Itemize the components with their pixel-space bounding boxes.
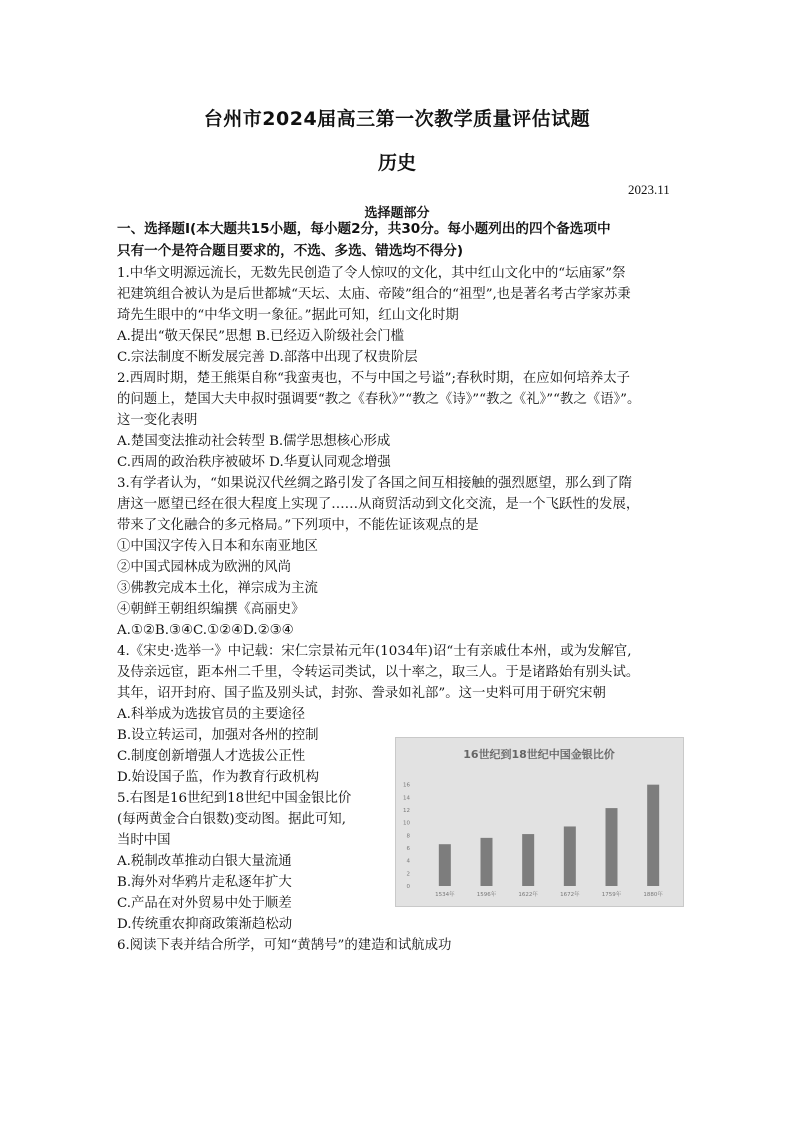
y-tick-label: 6 <box>406 846 410 852</box>
x-tick-label: 1534年 <box>435 892 455 898</box>
q5-option-a: A.税制改革推动白银大量流通 <box>117 854 292 869</box>
q2-line-2: 的问题上，楚国大夫申叔时强调要“教之《春秋》”“教之《诗》”“教之《礼》”“教之《语》”。 <box>117 392 641 407</box>
x-tick-label: 1759年 <box>601 892 622 898</box>
subject-title: 历史 <box>377 152 416 174</box>
bar-1596年 <box>481 838 493 886</box>
x-tick-label: 1672年 <box>560 892 580 898</box>
chart-title: 16世纪到18世纪中国金银比价 <box>463 748 615 761</box>
x-tick-label: 1596年 <box>476 892 497 898</box>
q5-line-3: 当时中国 <box>117 833 171 848</box>
q1-line-1: 1.中华文明源远流长，无数先民创造了令人惊叹的文化，其中红山文化中的“坛庙冢”祭 <box>117 266 626 281</box>
q2-options-ab: A.楚国变法推动社会转型 B.儒学思想核心形成 <box>117 434 391 449</box>
q1-options-ab: A.提出“敬天保民”思想 B.已经迈入阶级社会门槛 <box>117 329 405 344</box>
q3-line-3: 带来了文化融合的多元格局。”下列项中，不能佐证该观点的是 <box>117 518 479 533</box>
x-tick-label: 1622年 <box>518 892 538 898</box>
instructions-line-2: 只有一个是符合题目要求的，不选、多选、错选均不得分) <box>117 243 464 259</box>
y-tick-label: 4 <box>406 858 410 865</box>
y-tick-label: 16 <box>403 782 410 789</box>
y-tick-label: 14 <box>403 795 410 802</box>
y-tick-label: 8 <box>406 833 410 840</box>
q4-option-d: D.始设国子监，作为教育行政机构 <box>117 770 319 785</box>
section-title: 选择题部分 <box>364 206 430 221</box>
x-tick-label: 1880年 <box>643 892 663 898</box>
chart-svg <box>396 738 683 906</box>
q3-line-2: 唐这一愿望已经在很大程度上实现了……从商贸活动到文化交流，是一个飞跃性的发展， <box>117 497 640 512</box>
q2-line-1: 2.西周时期，楚王熊渠自称“我蛮夷也，不与中国之号谥”;春秋时期，在应如何培养太子 <box>117 371 631 386</box>
q5-line-1: 5.右图是16世纪到18世纪中国金银比价 <box>117 791 352 806</box>
q5-option-d: D.传统重农抑商政策渐趋松动 <box>117 917 293 932</box>
bar-series <box>439 785 659 886</box>
q4-option-c: C.制度创新增强人才选拔公正性 <box>117 749 306 764</box>
q5-option-c: C.产品在对外贸易中处于顺差 <box>117 896 292 911</box>
q3-options: A.①②B.③④C.①②④D.②③④ <box>117 623 294 638</box>
bar-1759年 <box>606 808 618 886</box>
q3-item-3: ③佛教完成本土化，禅宗成为主流 <box>117 581 318 596</box>
exam-date: 2023.11 <box>628 182 670 197</box>
bar-1880年 <box>647 785 659 886</box>
q2-line-3: 这一变化表明 <box>117 413 198 428</box>
q3-item-4: ④朝鲜王朝组织编撰《高丽史》 <box>117 602 305 617</box>
q5-option-b: B.海外对华鸦片走私逐年扩大 <box>117 875 292 890</box>
q3-item-1: ①中国汉字传入日本和东南亚地区 <box>117 539 318 554</box>
q4-option-b: B.设立转运司，加强对各州的控制 <box>117 728 319 743</box>
q4-line-1: 4.《宋史·选举一》中记载：宋仁宗景祐元年(1034年)诏“士有亲戚仕本州，或为发解官, <box>117 644 632 659</box>
y-tick-label: 0 <box>406 884 410 890</box>
q1-line-3: 琦先生眼中的“中华文明一象征。”据此可知，红山文化时期 <box>117 308 459 323</box>
y-axis <box>403 783 411 890</box>
exam-title: 台州市2024届高三第一次教学质量评估试题 <box>203 108 591 130</box>
bar-1672年 <box>564 826 576 886</box>
bar-1534年 <box>439 844 451 886</box>
q3-line-1: 3.有学者认为，“如果说汉代丝绸之路引发了各国之间互相接触的强烈愿望，那么到了隋 <box>117 476 633 491</box>
instructions-line-1: 一、选择题Ⅰ(本大题共15小题，每小题2分，共30分。每小题列出的四个备选项中 <box>117 221 611 237</box>
bar-1622年 <box>522 834 534 886</box>
q5-line-2: (每两黄金合白银数)变动图。据此可知, <box>117 812 346 827</box>
q2-options-cd: C.西周的政治秩序被破坏 D.华夏认同观念增强 <box>117 455 391 470</box>
y-tick-label: 10 <box>403 820 410 827</box>
y-tick-label: 2 <box>406 871 410 878</box>
q4-line-2: 及侍亲远宦，距本州二千里，令转运司类试，以十率之，取三人。于是诸路始有别头试。 <box>117 665 640 680</box>
q1-options-cd: C.宗法制度不断发展完善 D.部落中出现了权贵阶层 <box>117 350 418 365</box>
q4-line-3: 其年，诏开封府、国子监及别头试，封弥、誊录如礼部”。这一史料可用于研究宋朝 <box>117 686 606 701</box>
x-axis <box>435 890 663 898</box>
y-tick-label: 12 <box>403 808 410 814</box>
gold-silver-ratio-chart <box>395 737 684 907</box>
q6-line-1: 6.阅读下表并结合所学，可知“黄鹄号”的建造和试航成功 <box>117 938 452 953</box>
q3-item-2: ②中国式园林成为欧洲的风尚 <box>117 560 292 575</box>
q4-option-a: A.科举成为选拔官员的主要途径 <box>117 707 306 722</box>
q1-line-2: 祀建筑组合被认为是后世都城“天坛、太庙、帝陵”组合的“祖型”,也是著名考古学家苏秉 <box>117 287 631 302</box>
